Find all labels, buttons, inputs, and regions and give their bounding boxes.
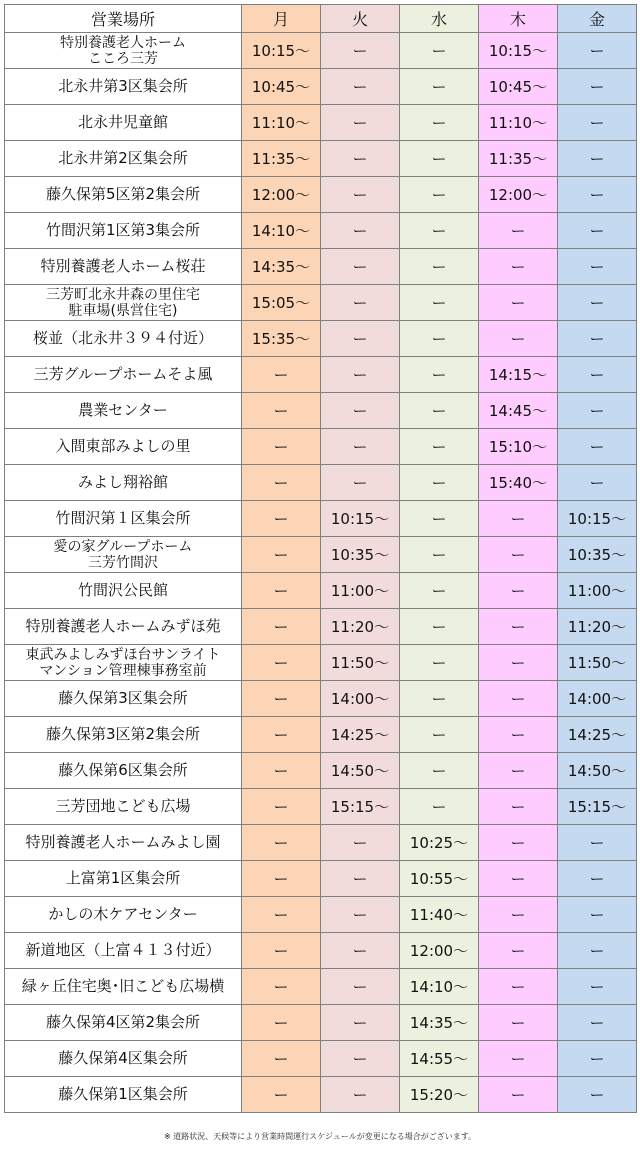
time-cell-thu: ー [479,285,558,321]
time-cell-mon: 11:10〜 [242,105,321,141]
time-cell-wed: ー [400,69,479,105]
time-cell-tue: 11:00〜 [321,573,400,609]
time-cell-fri: 14:25〜 [558,717,637,753]
time-cell-thu: ー [479,681,558,717]
time-cell-thu: ー [479,717,558,753]
time-cell-wed: ー [400,501,479,537]
time-cell-tue: ー [321,141,400,177]
location-text: 北永井第2区集会所 [58,149,188,167]
location-cell [5,681,242,717]
time-cell-tue: ー [321,285,400,321]
time-cell-wed: ー [400,249,479,285]
location-text: こころ三芳 [88,50,158,67]
location-text: 特別養護老人ホーム [60,34,186,51]
table-row [5,681,637,717]
time-cell-mon: ー [242,537,321,573]
table-row [5,33,637,69]
header-row [5,5,637,33]
time-cell-wed: 12:00〜 [400,933,479,969]
table-row [5,825,637,861]
time-cell-fri: ー [558,1041,637,1077]
time-cell-wed: ー [400,429,479,465]
time-cell-fri: ー [558,1005,637,1041]
time-cell-wed: ー [400,573,479,609]
time-cell-fri: ー [558,213,637,249]
time-cell-mon: ー [242,969,321,1005]
table-row [5,573,637,609]
time-cell-fri: ー [558,141,637,177]
location-cell [5,321,242,357]
time-cell-wed: ー [400,393,479,429]
location-cell [5,357,242,393]
time-cell-mon: ー [242,429,321,465]
table-row [5,177,637,213]
time-cell-mon: ー [242,609,321,645]
location-text: 北永井児童館 [77,113,168,131]
location-cell [5,69,242,105]
table-row [5,105,637,141]
table-row [5,789,637,825]
location-text: 愛の家グループホーム [53,538,193,555]
location-cell [5,249,242,285]
time-cell-wed: 14:10〜 [400,969,479,1005]
time-cell-thu: 14:45〜 [479,393,558,429]
table-row [5,429,637,465]
time-cell-thu: 15:40〜 [479,465,558,501]
schedule-body [5,33,637,1113]
time-cell-fri: 10:15〜 [558,501,637,537]
time-cell-thu: 15:10〜 [479,429,558,465]
time-cell-thu: ー [479,1041,558,1077]
location-text: 桜並（北永井３９４付近） [32,329,213,347]
location-text: 駐車場(県営住宅) [68,302,178,319]
time-cell-thu: ー [479,861,558,897]
table-row [5,645,637,681]
table-row [5,897,637,933]
time-cell-fri: ー [558,933,637,969]
time-cell-fri: 10:35〜 [558,537,637,573]
time-cell-mon: ー [242,1077,321,1113]
time-cell-fri: 11:00〜 [558,573,637,609]
location-cell [5,969,242,1005]
table-row [5,717,637,753]
location-text: 藤久保第4区第2集会所 [45,1013,201,1031]
time-cell-tue: 10:15〜 [321,501,400,537]
time-cell-tue: 11:20〜 [321,609,400,645]
location-cell [5,609,242,645]
time-cell-mon: ー [242,573,321,609]
table-row [5,1005,637,1041]
time-cell-thu: ー [479,753,558,789]
table-row [5,753,637,789]
time-cell-thu: ー [479,825,558,861]
time-cell-mon: ー [242,393,321,429]
schedule-table [4,4,637,1113]
table-row [5,933,637,969]
time-cell-fri: ー [558,285,637,321]
time-cell-fri: ー [558,969,637,1005]
table-row [5,249,637,285]
location-text: かしの木ケアセンター [48,905,198,923]
time-cell-fri: ー [558,825,637,861]
table-row [5,141,637,177]
table-row [5,969,637,1005]
time-cell-fri: ー [558,1077,637,1113]
location-text: 農業センター [78,401,168,419]
time-cell-fri: 14:50〜 [558,753,637,789]
header-location: 営業場所 [5,5,242,33]
location-cell [5,645,242,681]
time-cell-wed: ー [400,609,479,645]
time-cell-tue: 10:35〜 [321,537,400,573]
location-text: 特別養護老人ホームみずほ苑 [25,617,221,635]
location-cell [5,465,242,501]
time-cell-mon: 12:00〜 [242,177,321,213]
time-cell-thu: ー [479,537,558,573]
time-cell-wed: 10:55〜 [400,861,479,897]
time-cell-mon: ー [242,897,321,933]
time-cell-thu: ー [479,969,558,1005]
time-cell-tue: ー [321,321,400,357]
time-cell-wed: ー [400,681,479,717]
time-cell-tue: ー [321,1005,400,1041]
location-cell [5,789,242,825]
location-cell [5,501,242,537]
header-day-wed: 水 [400,5,479,33]
time-cell-wed: ー [400,321,479,357]
time-cell-wed: ー [400,177,479,213]
location-text: 東武みよしみずほ台サンライト [25,646,221,663]
table-row [5,213,637,249]
time-cell-fri: ー [558,357,637,393]
location-cell [5,105,242,141]
location-cell [5,861,242,897]
time-cell-tue: ー [321,933,400,969]
table-row [5,393,637,429]
time-cell-tue: 14:00〜 [321,681,400,717]
time-cell-thu: 11:10〜 [479,105,558,141]
time-cell-fri: ー [558,321,637,357]
time-cell-tue: ー [321,177,400,213]
table-row [5,69,637,105]
time-cell-thu: ー [479,573,558,609]
table-row [5,321,637,357]
time-cell-tue: 14:50〜 [321,753,400,789]
time-cell-tue: ー [321,249,400,285]
time-cell-wed: ー [400,33,479,69]
table-row [5,1077,637,1113]
time-cell-fri: ー [558,861,637,897]
time-cell-wed: ー [400,753,479,789]
location-text: 藤久保第4区集会所 [58,1049,188,1067]
table-row [5,1041,637,1077]
time-cell-wed: ー [400,285,479,321]
time-cell-thu: 14:15〜 [479,357,558,393]
time-cell-mon: 10:45〜 [242,69,321,105]
location-cell [5,177,242,213]
location-text: 藤久保第1区集会所 [58,1085,188,1103]
header-day-thu: 木 [479,5,558,33]
time-cell-wed: ー [400,141,479,177]
time-cell-wed: 14:35〜 [400,1005,479,1041]
time-cell-wed: ー [400,537,479,573]
location-cell [5,1077,242,1113]
time-cell-mon: ー [242,465,321,501]
time-cell-fri: 14:00〜 [558,681,637,717]
time-cell-thu: ー [479,501,558,537]
time-cell-tue: ー [321,861,400,897]
location-text: 三芳グループホームそよ風 [33,365,213,383]
time-cell-mon: ー [242,861,321,897]
time-cell-mon: 14:35〜 [242,249,321,285]
time-cell-tue: ー [321,1041,400,1077]
time-cell-thu: 10:45〜 [479,69,558,105]
location-cell [5,897,242,933]
header-day-mon: 月 [242,5,321,33]
time-cell-mon: ー [242,1005,321,1041]
header-day-fri: 金 [558,5,637,33]
time-cell-mon: 15:35〜 [242,321,321,357]
table-row [5,537,637,573]
time-cell-mon: ー [242,681,321,717]
time-cell-fri: ー [558,69,637,105]
time-cell-wed: ー [400,357,479,393]
time-cell-thu: ー [479,933,558,969]
time-cell-thu: 10:15〜 [479,33,558,69]
time-cell-thu: ー [479,609,558,645]
time-cell-thu: ー [479,1005,558,1041]
table-row [5,861,637,897]
time-cell-fri: ー [558,465,637,501]
table-row [5,609,637,645]
time-cell-wed: 14:55〜 [400,1041,479,1077]
time-cell-tue: ー [321,357,400,393]
time-cell-mon: ー [242,753,321,789]
location-text: 三芳団地こども広場 [55,797,191,815]
time-cell-mon: ー [242,933,321,969]
location-cell [5,573,242,609]
location-cell [5,33,242,69]
time-cell-tue: ー [321,393,400,429]
time-cell-thu: ー [479,249,558,285]
time-cell-mon: ー [242,825,321,861]
time-cell-tue: 11:50〜 [321,645,400,681]
time-cell-thu: ー [479,1077,558,1113]
time-cell-fri: ー [558,177,637,213]
time-cell-wed: ー [400,105,479,141]
footnote: ※ 道路状況、天候等により営業時間運行スケジュールが変更になる場合がございます。 [163,1132,477,1141]
time-cell-mon: 11:35〜 [242,141,321,177]
location-cell [5,825,242,861]
time-cell-mon: 15:05〜 [242,285,321,321]
time-cell-wed: ー [400,645,479,681]
location-text: 入間東部みよしの里 [55,437,191,455]
time-cell-wed: ー [400,213,479,249]
location-text: 藤久保第3区第2集会所 [45,725,201,743]
location-text: 特別養護老人ホームみよし園 [25,833,221,851]
time-cell-fri: 11:20〜 [558,609,637,645]
time-cell-thu: ー [479,645,558,681]
time-cell-mon: ー [242,645,321,681]
time-cell-thu: ー [479,321,558,357]
location-cell [5,933,242,969]
location-text: マンション管理棟事務室前 [39,662,207,679]
location-text: 北永井第3区集会所 [58,77,188,95]
time-cell-tue: ー [321,465,400,501]
time-cell-fri: ー [558,393,637,429]
location-text: 竹間沢第１区集会所 [55,509,191,527]
location-cell [5,141,242,177]
location-cell [5,285,242,321]
header-day-tue: 火 [321,5,400,33]
location-text: 新道地区（上富４１３付近） [25,941,221,959]
location-text: 竹間沢第1区第3集会所 [45,221,201,239]
table-row [5,357,637,393]
time-cell-tue: ー [321,213,400,249]
time-cell-wed: ー [400,465,479,501]
location-cell [5,753,242,789]
time-cell-tue: 15:15〜 [321,789,400,825]
time-cell-tue: ー [321,897,400,933]
time-cell-fri: ー [558,105,637,141]
time-cell-tue: ー [321,105,400,141]
time-cell-fri: ー [558,897,637,933]
time-cell-wed: ー [400,789,479,825]
location-text: 藤久保第5区第2集会所 [45,185,201,203]
time-cell-tue: ー [321,825,400,861]
location-text: 藤久保第6区集会所 [58,761,188,779]
time-cell-mon: ー [242,717,321,753]
location-cell [5,393,242,429]
location-cell [5,213,242,249]
time-cell-tue: ー [321,969,400,1005]
location-cell [5,717,242,753]
time-cell-thu: 11:35〜 [479,141,558,177]
time-cell-mon: ー [242,501,321,537]
location-text: 竹間沢公民館 [77,581,168,599]
location-text: 緑ヶ丘住宅奥･旧こども広場横 [21,977,225,995]
location-text: 三芳竹間沢 [88,554,158,571]
table-row [5,501,637,537]
time-cell-tue: ー [321,69,400,105]
table-row [5,285,637,321]
time-cell-fri: ー [558,429,637,465]
time-cell-thu: 12:00〜 [479,177,558,213]
location-text: 特別養護老人ホーム桜荘 [40,257,206,275]
location-text: 三芳町北永井森の里住宅 [46,286,200,303]
time-cell-tue: ー [321,429,400,465]
location-cell [5,1041,242,1077]
time-cell-mon: ー [242,357,321,393]
location-text: 藤久保第3区集会所 [58,689,188,707]
time-cell-thu: ー [479,789,558,825]
location-text: みよし翔裕館 [77,473,168,491]
time-cell-wed: 11:40〜 [400,897,479,933]
time-cell-wed: 15:20〜 [400,1077,479,1113]
location-text: 上富第1区集会所 [65,869,181,887]
time-cell-wed: ー [400,717,479,753]
location-cell [5,1005,242,1041]
time-cell-mon: 14:10〜 [242,213,321,249]
location-cell [5,537,242,573]
time-cell-tue: ー [321,33,400,69]
time-cell-tue: 14:25〜 [321,717,400,753]
time-cell-tue: ー [321,1077,400,1113]
time-cell-mon: ー [242,789,321,825]
time-cell-fri: ー [558,249,637,285]
location-cell [5,429,242,465]
time-cell-fri: ー [558,33,637,69]
time-cell-fri: 11:50〜 [558,645,637,681]
time-cell-thu: ー [479,213,558,249]
table-row [5,465,637,501]
time-cell-wed: 10:25〜 [400,825,479,861]
time-cell-mon: 10:15〜 [242,33,321,69]
time-cell-mon: ー [242,1041,321,1077]
time-cell-thu: ー [479,897,558,933]
time-cell-fri: 15:15〜 [558,789,637,825]
